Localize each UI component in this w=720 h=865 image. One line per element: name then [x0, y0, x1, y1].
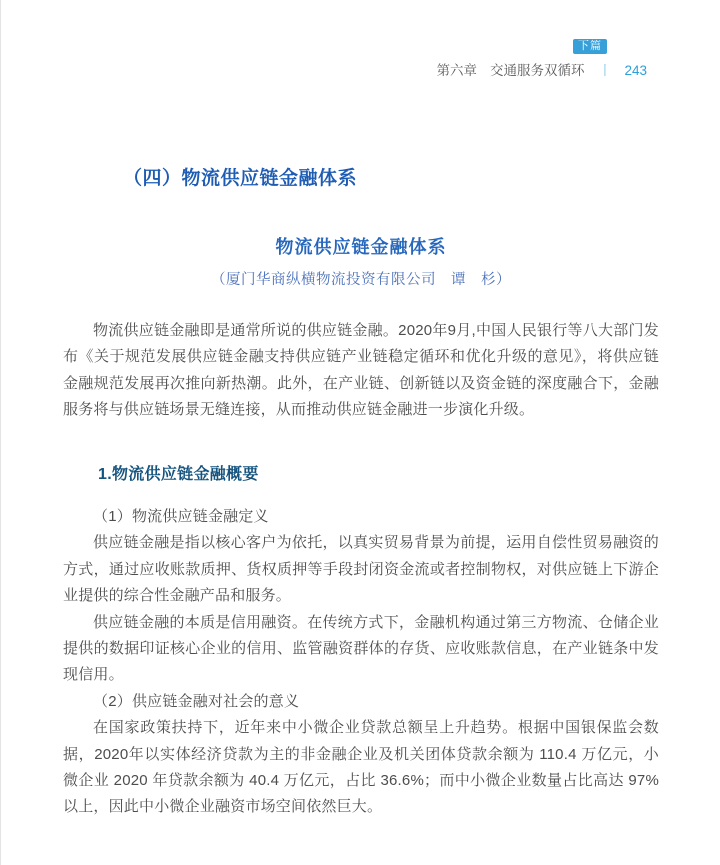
article-byline: （厦门华商纵横物流投资有限公司 谭 杉）	[211, 272, 511, 288]
paragraph-definition: 供应链金融是指以核心客户为依托，以真实贸易背景为前提，运用自偿性贸易融资的方式，通过应收账款质押、货权质押等手段封闭资金流或者控制物权，对供应链上下游企业提供的综合性金融产品和服务。	[63, 534, 659, 605]
section-heading: （四）物流供应链金融体系	[123, 168, 358, 189]
section1-body	[63, 504, 659, 821]
chapter-title: 交通服务双循环	[489, 63, 585, 78]
paragraph-essence: 供应链金融的本质是信用融资。在传统方式下，金融机构通过第三方物流、仓储企业提供的数据印证核心企业的信用、监管融资群体的存货、应收账款信息，在产业链条中发现信用。	[63, 613, 659, 684]
intro-paragraph: 物流供应链金融即是通常所说的供应链金融。2020年9月,中国人民银行等八大部门发布《关于规范发展供应链金融支持供应链产业链稳定循环和优化升级的意见》，将供应链金融规范发展再次推向新热潮。此外，在产业链、创新链以及资金链的深度融合下，金融服务将与供应链场景无缝连接，从而推动供应链金融进一步演化升级。	[63, 322, 659, 419]
header-separator: 丨	[598, 63, 612, 78]
page-number: 243	[624, 63, 647, 78]
part-badge: 下篇	[573, 39, 607, 54]
chapter-number: 第六章	[436, 63, 477, 78]
intro-paragraph-block	[63, 318, 659, 424]
paragraph-society: 在国家政策扶持下，近年来中小微企业贷款总额呈上升趋势。根据中国银保监会数据，2020年以实体经济贷款为主的非金融企业及机关团体贷款余额为 110.4 万亿元，小微企业 2020 年贷款余额为 40.4 万亿元，占比 36.6%；而中小微企业数量占比高达 97% 以上，因此中小微企业融资市场空间依然巨大。	[63, 719, 659, 816]
subsection-heading: 1.物流供应链金融概要	[98, 466, 259, 483]
article-title: 物流供应链金融体系	[275, 237, 447, 257]
paragraph-definition-label: （1）物流供应链金融定义	[93, 508, 269, 525]
running-header	[436, 59, 647, 79]
paragraph-society-label: （2）供应链金融对社会的意义	[93, 692, 300, 710]
